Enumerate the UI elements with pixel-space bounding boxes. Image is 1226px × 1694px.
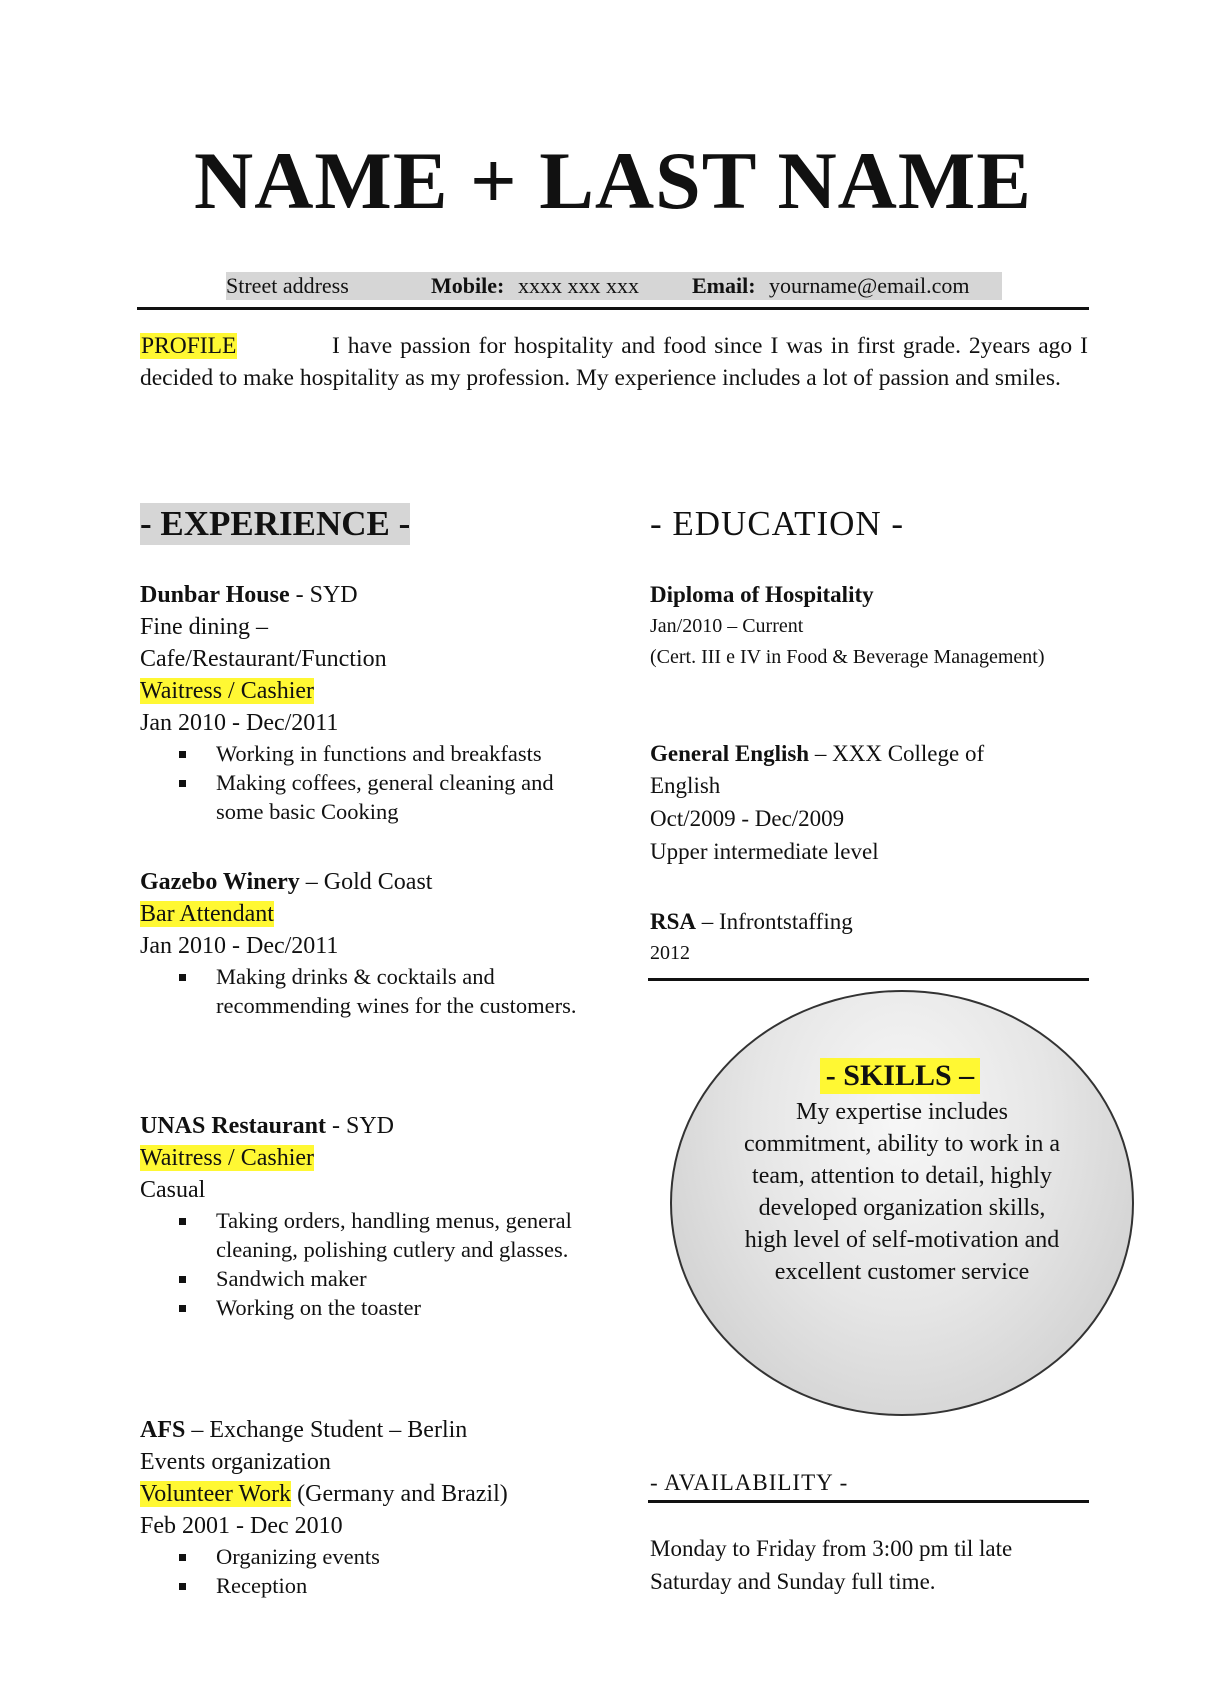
education-detail: – Infrontstaffing — [696, 909, 853, 934]
education-dates: Oct/2009 - Dec/2009 — [650, 806, 845, 831]
job-bullets — [140, 1206, 600, 1322]
job-employer: Gazebo Winery — [140, 869, 300, 895]
profile-label: PROFILE — [141, 333, 237, 359]
profile-section — [140, 330, 1088, 394]
street-address: Street address — [226, 273, 349, 298]
bullet-item: Making coffees, general cleaning and some basic Cooking — [216, 768, 600, 826]
job-bullets — [140, 962, 600, 1020]
availability-divider — [648, 1500, 1089, 1503]
contact-bar — [226, 272, 1002, 300]
job-bullets — [140, 1542, 600, 1600]
job-location: - SYD — [326, 1113, 395, 1139]
job-entry — [140, 1414, 600, 1600]
bullet-item: Making drinks & cocktails and recommending wines for the customers. — [216, 962, 600, 1020]
job-role: Bar Attendant — [140, 901, 274, 927]
job-role: Waitress / Cashier — [140, 1145, 315, 1171]
bullet-item: Organizing events — [216, 1542, 600, 1571]
availability-line: Saturday and Sunday full time. — [650, 1569, 936, 1594]
availability-line: Monday to Friday from 3:00 pm til late — [650, 1536, 1013, 1561]
email-label: Email: — [692, 273, 756, 298]
job-employer: Dunbar House — [140, 582, 290, 608]
job-location: - SYD — [289, 582, 358, 608]
profile-text: I have passion for hospitality and food since I was in first grade. 2years ago I decided to make hospitality as my profession. My experience includes a lot of passion and smiles. — [140, 333, 1088, 391]
bullet-item: Working in functions and breakfasts — [216, 739, 600, 768]
job-entry — [140, 866, 600, 1020]
education-entry — [650, 738, 1030, 868]
job-role: Waitress / Cashier — [140, 678, 315, 704]
mobile-label: Mobile: — [431, 273, 505, 298]
job-entry — [140, 1110, 600, 1322]
education-detail: – XXX College of English — [650, 741, 985, 798]
job-dates: Jan 2010 - Dec/2011 — [140, 933, 339, 959]
job-role-suffix: (Germany and Brazil) — [291, 1481, 508, 1507]
education-entry — [650, 579, 1070, 673]
bullet-item: Taking orders, handling menus, general cleaning, polishing cutlery and glasses. — [216, 1206, 600, 1264]
job-dates: Feb 2001 - Dec 2010 — [140, 1513, 343, 1539]
availability-text — [650, 1532, 1012, 1598]
job-role: Volunteer Work — [140, 1481, 292, 1507]
email-value: yourname@email.com — [769, 273, 970, 298]
availability-heading: - AVAILABILITY - — [650, 1470, 849, 1495]
job-extra: Events organization — [140, 1449, 331, 1475]
header-divider — [137, 307, 1089, 310]
education-title: General English — [650, 741, 810, 766]
education-note: (Cert. III e IV in Food & Beverage Management) — [650, 646, 1045, 668]
education-note: Upper intermediate level — [650, 839, 879, 864]
mobile-value: xxxx xxx xxx — [518, 273, 639, 298]
skills-text: My expertise includes commitment, ability to work in a team, attention to detail, highly developed organization skills, high level of self-motivation and excellent customer service — [744, 1099, 1060, 1285]
education-dates: 2012 — [650, 942, 690, 964]
experience-heading: - EXPERIENCE - — [140, 504, 411, 543]
job-desc: Cafe/Restaurant/Function — [140, 646, 387, 672]
job-bullets — [140, 739, 600, 826]
job-employer: AFS — [140, 1417, 186, 1443]
education-heading: - EDUCATION - — [650, 504, 905, 543]
resume-name: NAME + LAST NAME — [193, 135, 1032, 226]
job-desc: Fine dining – — [140, 614, 269, 640]
job-extra: Casual — [140, 1177, 206, 1203]
job-location: – Gold Coast — [299, 869, 433, 895]
bullet-item: Reception — [216, 1571, 600, 1600]
job-dates: Jan 2010 - Dec/2011 — [140, 710, 339, 736]
education-dates: Jan/2010 – Current — [650, 615, 804, 637]
education-divider — [648, 978, 1089, 981]
bullet-item: Sandwich maker — [216, 1264, 600, 1293]
job-entry — [140, 579, 600, 826]
job-location: – Exchange Student – Berlin — [185, 1417, 468, 1443]
skills-heading: - SKILLS – — [820, 1058, 980, 1094]
education-title: RSA — [650, 909, 697, 934]
education-title: Diploma of Hospitality — [650, 582, 874, 607]
bullet-item: Working on the toaster — [216, 1293, 600, 1322]
education-entry — [650, 906, 1070, 969]
job-employer: UNAS Restaurant — [140, 1113, 326, 1139]
